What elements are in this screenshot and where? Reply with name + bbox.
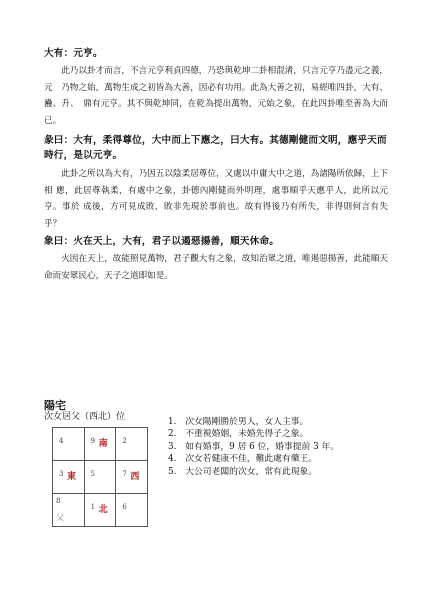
grid-cell — [84, 461, 116, 494]
cell-number: 2 — [122, 437, 127, 445]
grid-cell — [84, 494, 116, 527]
cell-number: 6 — [122, 503, 127, 511]
paragraph-xiang-explanation: 火因在天上，故能照見萬物，君子觀大有之象，故知治眾之道，唯遏惡揚善，此能順天命而安眾民心，天子之道即如是。 — [44, 254, 388, 281]
cell-direction: 北 — [98, 505, 108, 515]
list-item: 1. 次女陽剛勝於男人，女人主事。 — [168, 417, 309, 427]
nine-palace-grid — [52, 427, 148, 527]
grid-cell — [53, 428, 85, 461]
paragraph-tuan-explanation: 此卦之所以為大有，乃因五以陰柔居尊位，又處以中庸大中之道，為諸陽所依歸，上下相 應，此居尊執柔，有處中之象，卦德內剛健而外明理，處事順乎天應乎人，此所以元亨。事於 成後，方可見成敗，敗非先現於事前也。故有得後乃有所失，非得則何言有失乎？ — [44, 169, 388, 229]
cell-number: 3 — [59, 470, 64, 478]
yangzhai-notes-list — [168, 416, 339, 478]
grid-cell — [84, 428, 116, 461]
grid-cell — [53, 494, 85, 527]
cell-label-father: 父 — [56, 513, 64, 522]
list-item: 3. 如有婚事，9 居 6 位，婚事提前 3 年。 — [168, 441, 340, 452]
yangzhai-subtitle: 次女居父（西北）位 — [44, 412, 126, 422]
list-item: 2. 不重視婚姻，未婚先得子之象。 — [168, 429, 309, 440]
cell-number: 8 — [56, 497, 61, 505]
cell-number: 7 — [122, 470, 127, 478]
grid-cell — [116, 428, 148, 461]
cell-number: 5 — [90, 470, 96, 478]
cell-direction: 西 — [130, 472, 140, 482]
cell-number: 4 — [59, 437, 64, 445]
cell-number: 1 — [90, 503, 96, 511]
yangzhai-title: 陽宅 — [44, 399, 66, 412]
grid-cell — [116, 494, 148, 527]
grid-cell — [116, 461, 148, 494]
cell-direction: 東 — [67, 472, 77, 482]
cell-direction: 南 — [98, 439, 108, 449]
section-heading-gua: 大有：元亨。 — [44, 48, 103, 59]
paragraph-gua-explanation: 此乃以卦才而言，不言元亨利貞四德，乃恐與乾坤二卦相混淆，只言元亨乃盡元之義，元 乃物之始，萬物生成之初皆為大善，因必有功用。此為大善之初，易經唯四卦，大有、蠱、升、 鼎有元亨。其不與乾坤同，在乾為提出萬物，元始之象，在此四卦唯至善為大而已。 — [44, 66, 388, 126]
list-item: 5. 大公司老闆的次女，常有此現象。 — [168, 466, 318, 477]
section-heading-xiang: 象曰：火在天上，大有，君子以遏惡揚善，順天休命。 — [44, 236, 280, 247]
list-item: 4. 次女若健康不佳，難此處有藥王。 — [168, 454, 318, 465]
grid-cell — [53, 461, 85, 494]
section-heading-tuan: 彖曰：大有，柔得尊位，大中而上下應之，曰大有。其德剛健而文明，應乎天而時行，是以元亨。 — [44, 135, 387, 161]
cell-number: 9 — [90, 437, 96, 445]
